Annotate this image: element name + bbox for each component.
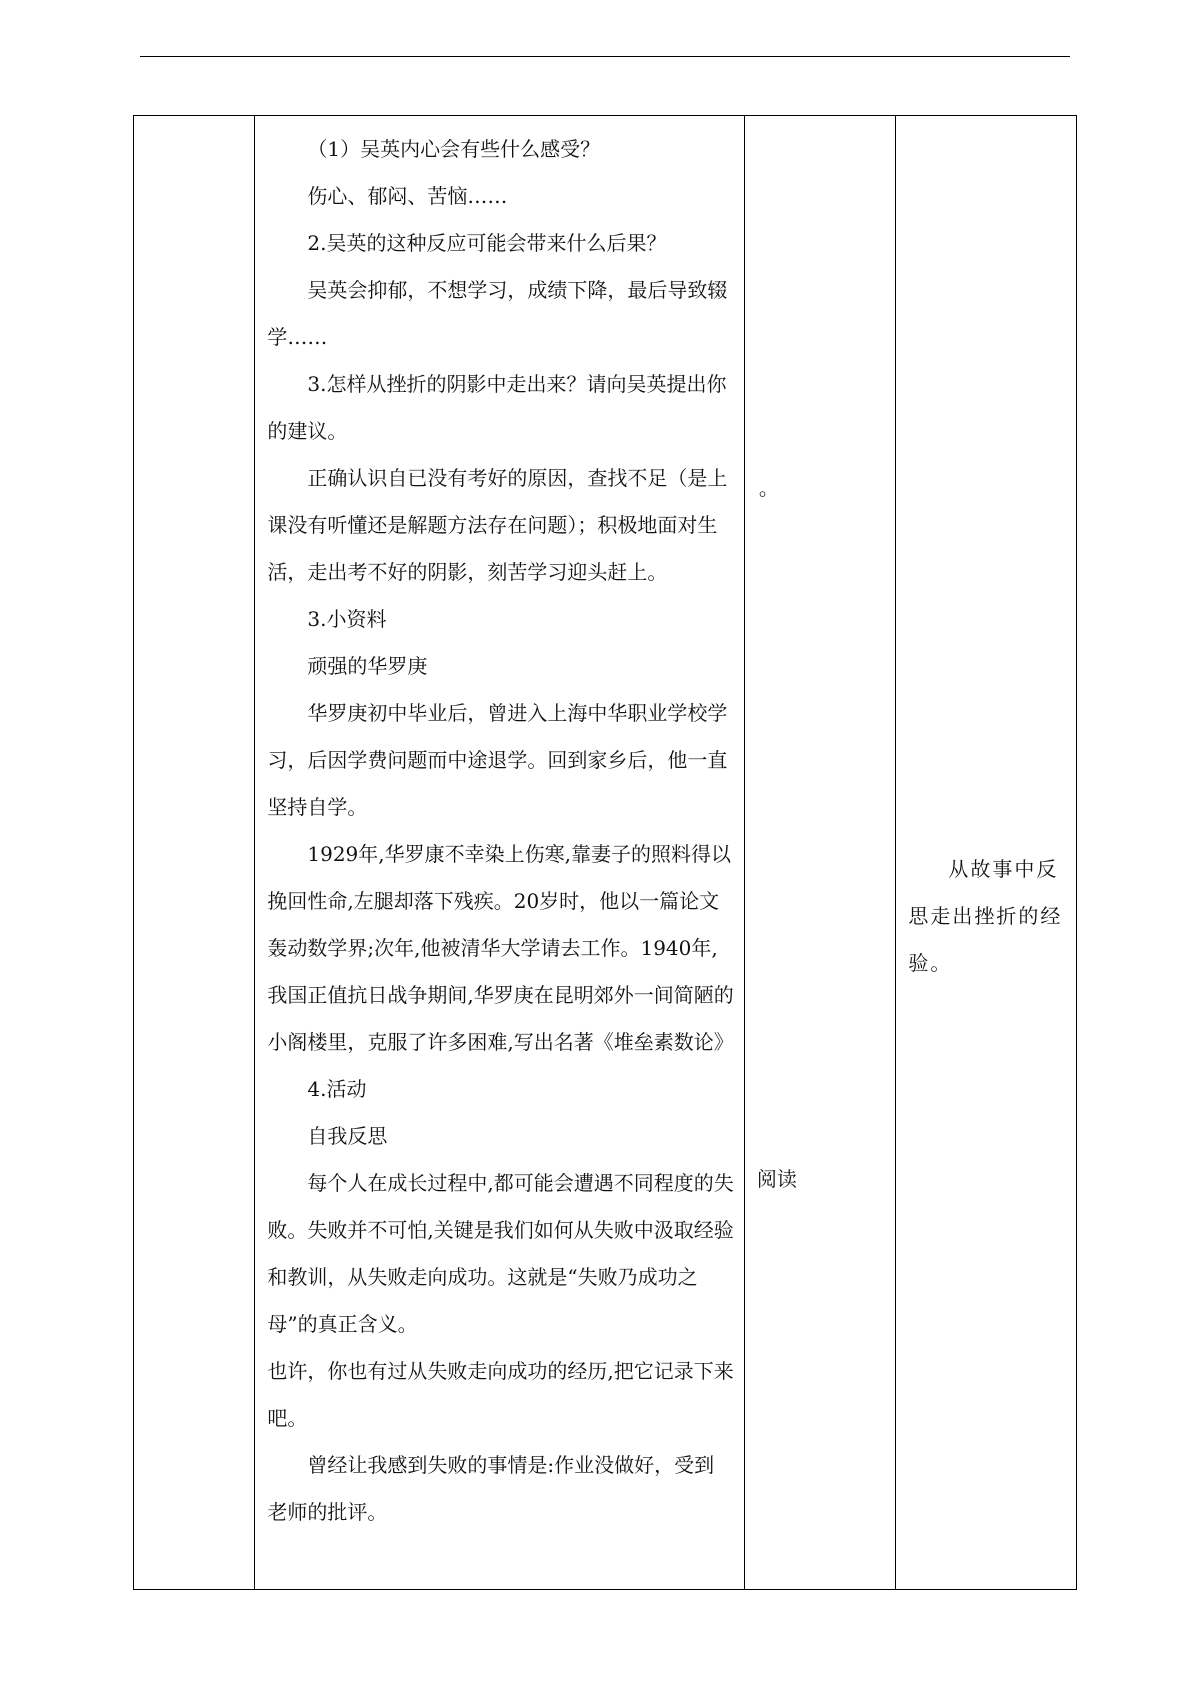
content-paragraph: 自我反思: [307, 1124, 388, 1148]
content-paragraph: 3.怎样从挫折的阴影中走出来？请向吴英提出你的建议。: [267, 372, 727, 443]
header-rule: [140, 56, 1070, 57]
content-paragraph: 伤心、郁闷、苦恼……: [307, 184, 508, 208]
content-paragraph: 也许，你也有过从失败走向成功的经历,把它记录下来吧。: [267, 1359, 734, 1430]
content-paragraph: 吴英会抑郁，不想学习，成绩下降，最后导致辍学……: [267, 278, 728, 349]
content-paragraph: 1929年,华罗康不幸染上伤寒,靠妻子的照料得以挽回性命,左腿却落下残疾。20岁时，他以一篇论文轰动数学界;次年,他被清华大学请去工作。1940年,我国正值抗日战争期间,华罗庚在昆明郊外一间简陋的小阁楼里，克服了许多困难,写出名著《堆垒素数论》: [267, 842, 734, 1054]
content-paragraph: 2.吴英的这种反应可能会带来什么后果？: [307, 231, 667, 255]
content-paragraph: 顽强的华罗庚: [307, 654, 428, 678]
content-paragraph: 3.小资料: [307, 607, 387, 631]
activity-mark: 。: [758, 476, 779, 500]
teaching-content-cell: [255, 116, 745, 1590]
student-activity-cell: [744, 116, 895, 1590]
content-paragraph: 正确认识自已没有考好的原因，查找不足（是上课没有听懂还是解题方法存在问题）；积极地面对生活，走出考不好的阴影，刻苦学习迎头赶上。: [267, 466, 728, 584]
content-paragraph: 曾经让我感到失败的事情是:作业没做好，受到老师的批评。: [267, 1453, 715, 1524]
table-row: [134, 116, 1077, 1590]
design-intent-text: 从故事中反思走出挫折的经验。: [908, 857, 1063, 975]
design-intent-cell: [896, 116, 1077, 1590]
lesson-table: [133, 115, 1077, 1590]
content-paragraph: 4.活动: [307, 1077, 367, 1101]
activity-read-label: 阅读: [756, 1167, 797, 1191]
content-paragraph: 华罗庚初中毕业后，曾进入上海中华职业学校学习，后因学费问题而中途退学。回到家乡后，他一直坚持自学。: [267, 701, 728, 819]
content-paragraph: 每个人在成长过程中,都可能会遭遇不同程度的失败。失败并不可怕,关键是我们如何从失败中汲取经验和教训，从失败走向成功。这就是“失败乃成功之母”的真正含义。: [267, 1171, 734, 1336]
content-paragraph: （1）吴英内心会有些什么感受？: [307, 137, 601, 161]
stage-cell: [134, 116, 255, 1590]
teaching-content: [255, 116, 744, 1536]
